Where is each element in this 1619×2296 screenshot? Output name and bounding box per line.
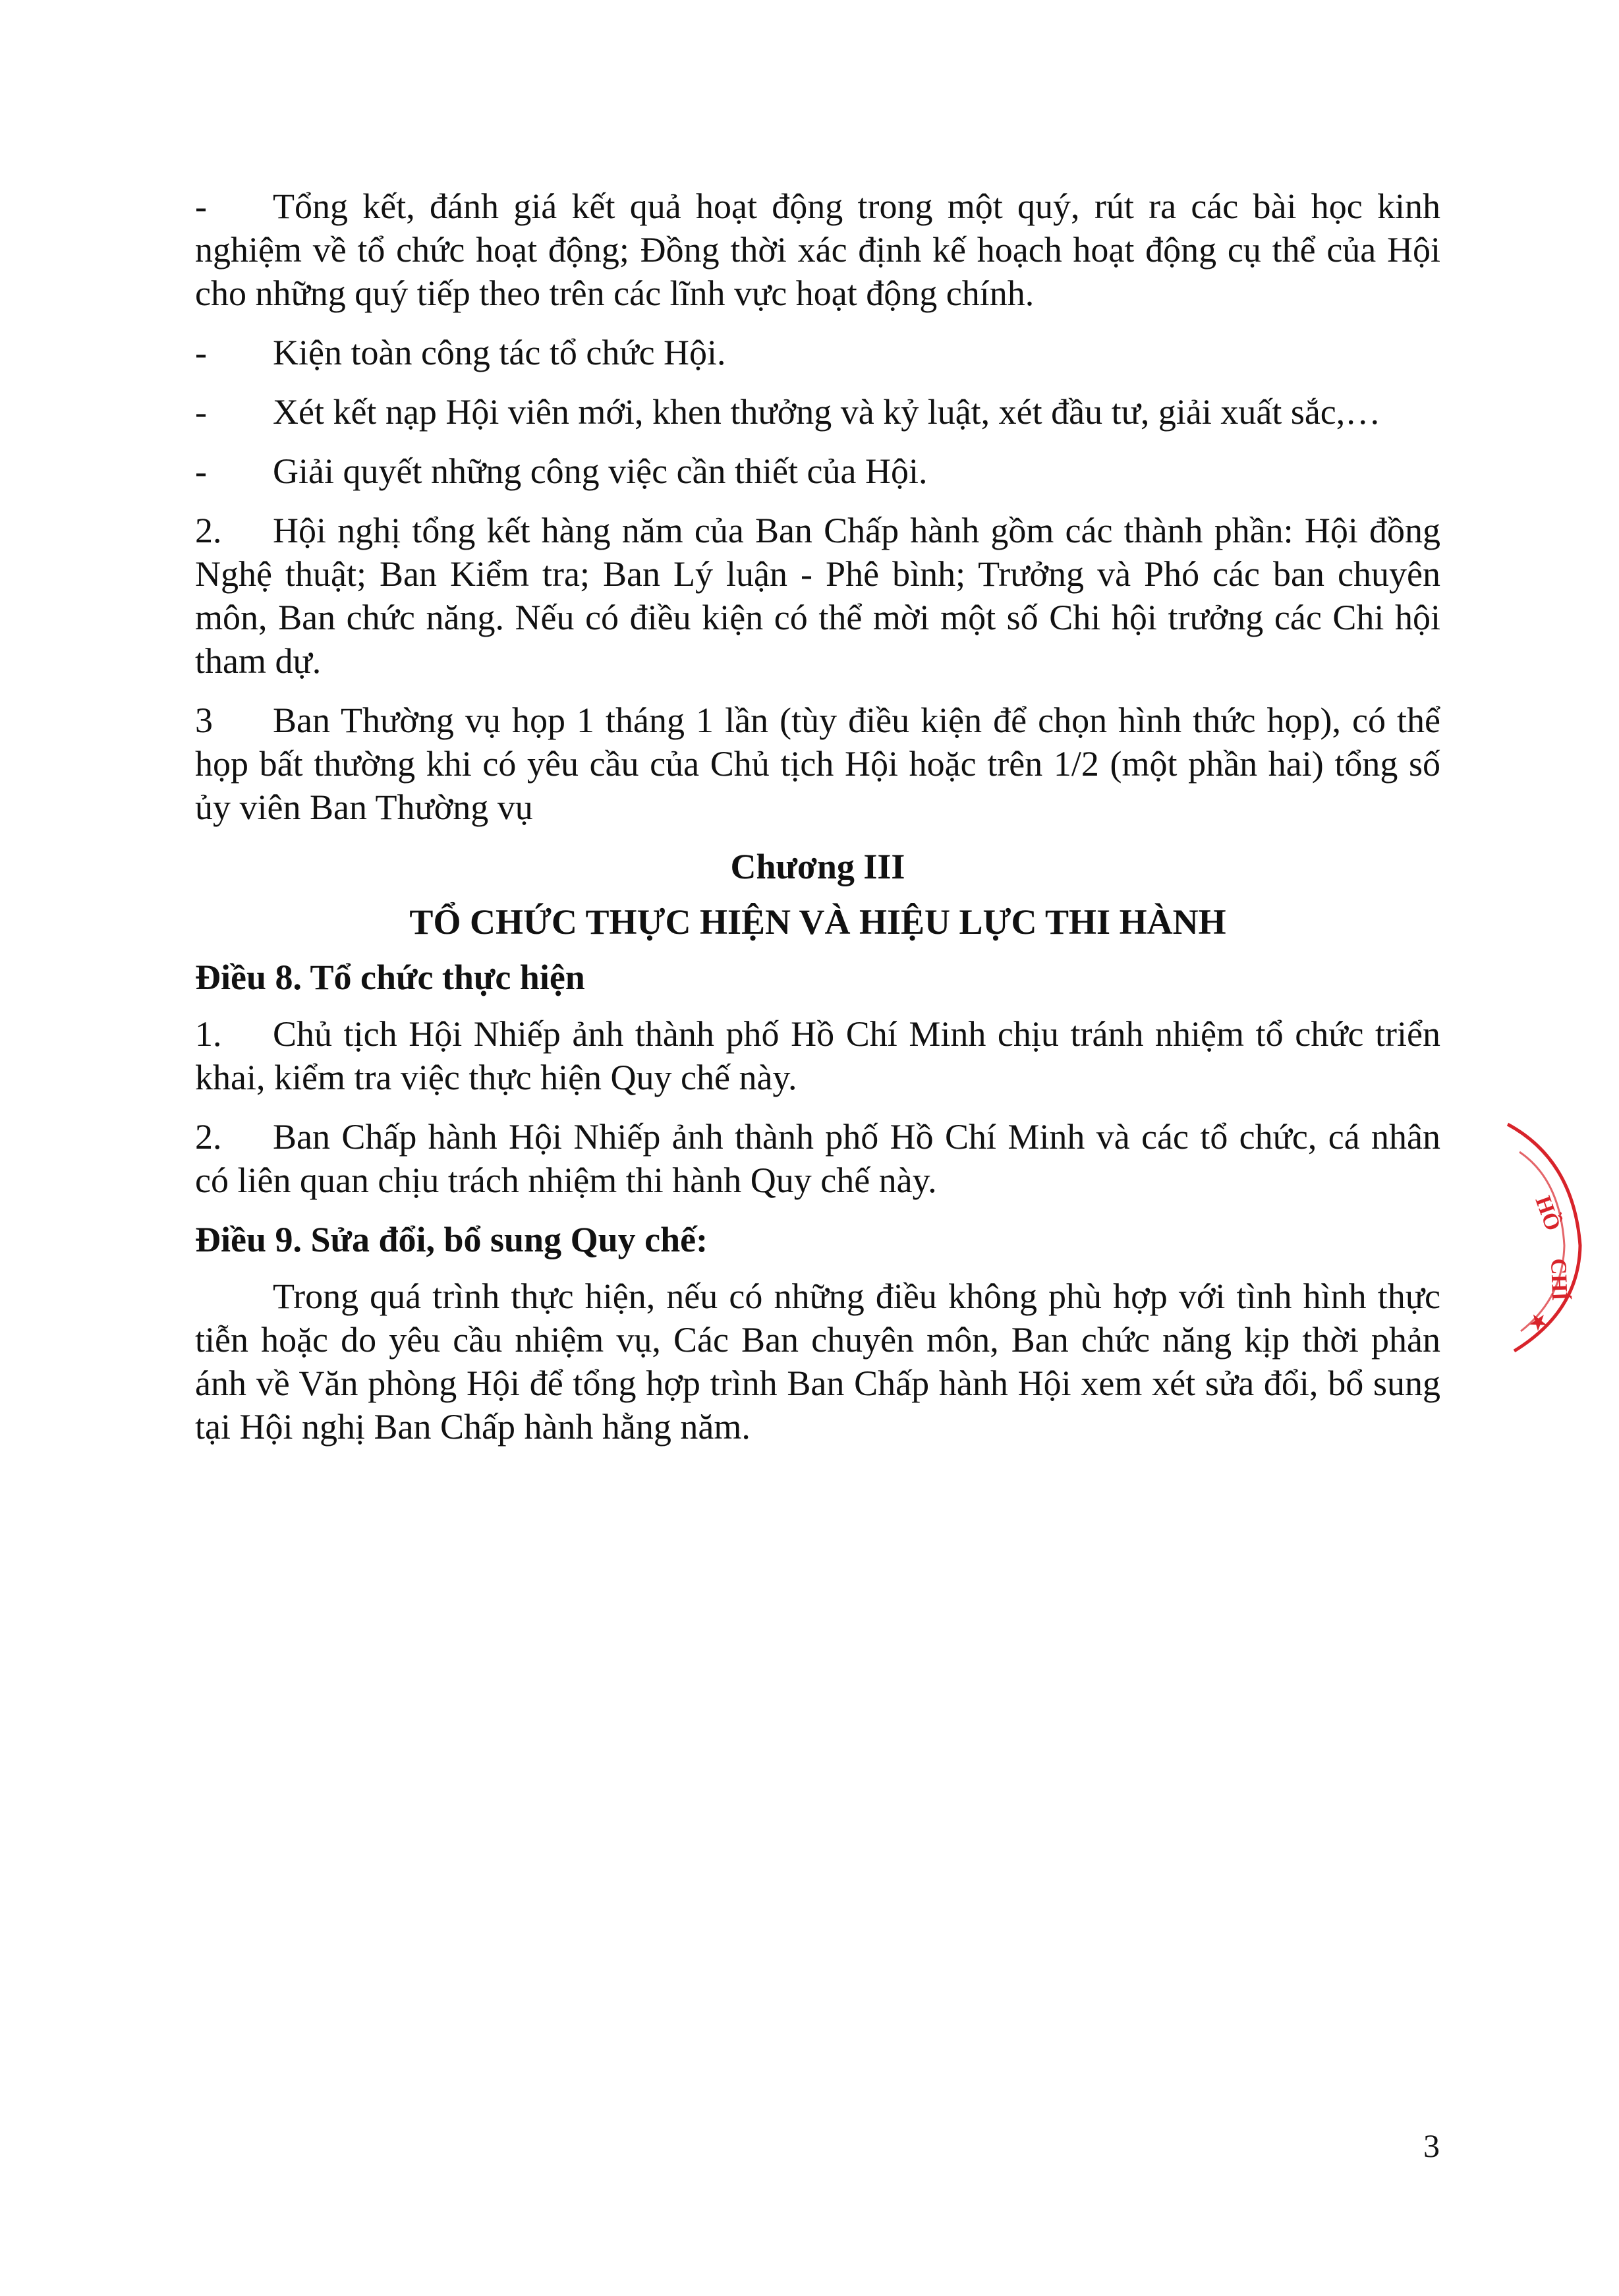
- paragraph-text: Xét kết nạp Hội viên mới, khen thưởng và kỷ luật, xét đầu tư, giải xuất sắc,…: [273, 392, 1381, 432]
- list-marker: -: [195, 187, 207, 226]
- paragraph-text: Kiện toàn công tác tổ chức Hội.: [273, 333, 726, 372]
- page-number: 3: [1423, 2127, 1440, 2164]
- article-8-heading: Điều 8. Tổ chức thực hiện: [195, 958, 585, 997]
- list-marker: 1.: [195, 1014, 222, 1054]
- article-8-item: [195, 1012, 1440, 1099]
- paragraph: [195, 699, 1440, 829]
- chapter-title: TỔ CHỨC THỰC HIỆN VÀ HIỆU LỰC THI HÀNH: [409, 902, 1226, 942]
- paragraph: [195, 449, 1440, 493]
- article-9-heading: Điều 9. Sửa đổi, bổ sung Quy chế:: [195, 1220, 708, 1259]
- list-marker: -: [195, 333, 207, 372]
- paragraph-text: Chủ tịch Hội Nhiếp ảnh thành phố Hồ Chí Minh chịu tránh nhiệm tổ chức triển khai, kiểm tra việc thực hiện Quy chế này.: [195, 1014, 1440, 1097]
- chapter-heading: Chương III: [730, 847, 905, 886]
- article-8-item: [195, 1115, 1440, 1202]
- svg-text:HỒ: HỒ: [1530, 1193, 1566, 1234]
- svg-text:★: ★: [1525, 1309, 1552, 1335]
- paragraph-text: Giải quyết những công việc cần thiết của Hội.: [273, 451, 928, 491]
- paragraph-text: Ban Chấp hành Hội Nhiếp ảnh thành phố Hồ Chí Minh và các tổ chức, cá nhân có liên quan chịu trách nhiệm thi hành Quy chế này.: [195, 1117, 1440, 1200]
- article-9-text: Trong quá trình thực hiện, nếu có những điều không phù hợp với tình hình thực tiễn hoặc do yêu cầu nhiệm vụ, Các Ban chuyên môn, Ban chức năng kịp thời phản ánh về Văn phòng Hội để tổng hợp trình Ban Chấp hành Hội xem xét sửa đổi, bổ sung tại Hội nghị Ban Chấp hành hằng năm.: [195, 1277, 1440, 1447]
- list-marker: 3: [195, 701, 213, 740]
- svg-text:CHÍ: CHÍ: [1546, 1257, 1572, 1302]
- list-marker: 2.: [195, 511, 222, 550]
- paragraph-text: Hội nghị tổng kết hàng năm của Ban Chấp hành gồm các thành phần: Hội đồng Nghệ thuật; Ban Kiểm tra; Ban Lý luận - Phê bình; Trưởng và Phó các ban chuyên môn, Ban chức năng. Nếu có điều kiện có thể mời một số Chi hội trưởng các Chi hội tham dự.: [195, 511, 1440, 681]
- paragraph-text: Tổng kết, đánh giá kết quả hoạt động trong một quý, rút ra các bài học kinh nghiệm về tổ chức hoạt động; Đồng thời xác định kế hoạch hoạt động cụ thể của Hội cho những quý tiếp theo trên các lĩnh vực hoạt động chính.: [195, 187, 1440, 313]
- list-marker: 2.: [195, 1117, 222, 1157]
- paragraph-text: Ban Thường vụ họp 1 tháng 1 lần (tùy điều kiện để chọn hình thức họp), có thể họp bất thường khi có yêu cầu của Chủ tịch Hội hoặc trên 1/2 (một phần hai) tổng số ủy viên Ban Thường vụ: [195, 701, 1440, 827]
- paragraph: [195, 331, 1440, 374]
- paragraph: [195, 509, 1440, 683]
- document-body: [195, 185, 1440, 1464]
- paragraph: [195, 185, 1440, 315]
- red-seal-stamp: [1494, 1120, 1619, 1371]
- paragraph: [195, 390, 1440, 434]
- list-marker: -: [195, 451, 207, 491]
- seal-icon: [1494, 1120, 1619, 1371]
- list-marker: -: [195, 392, 207, 432]
